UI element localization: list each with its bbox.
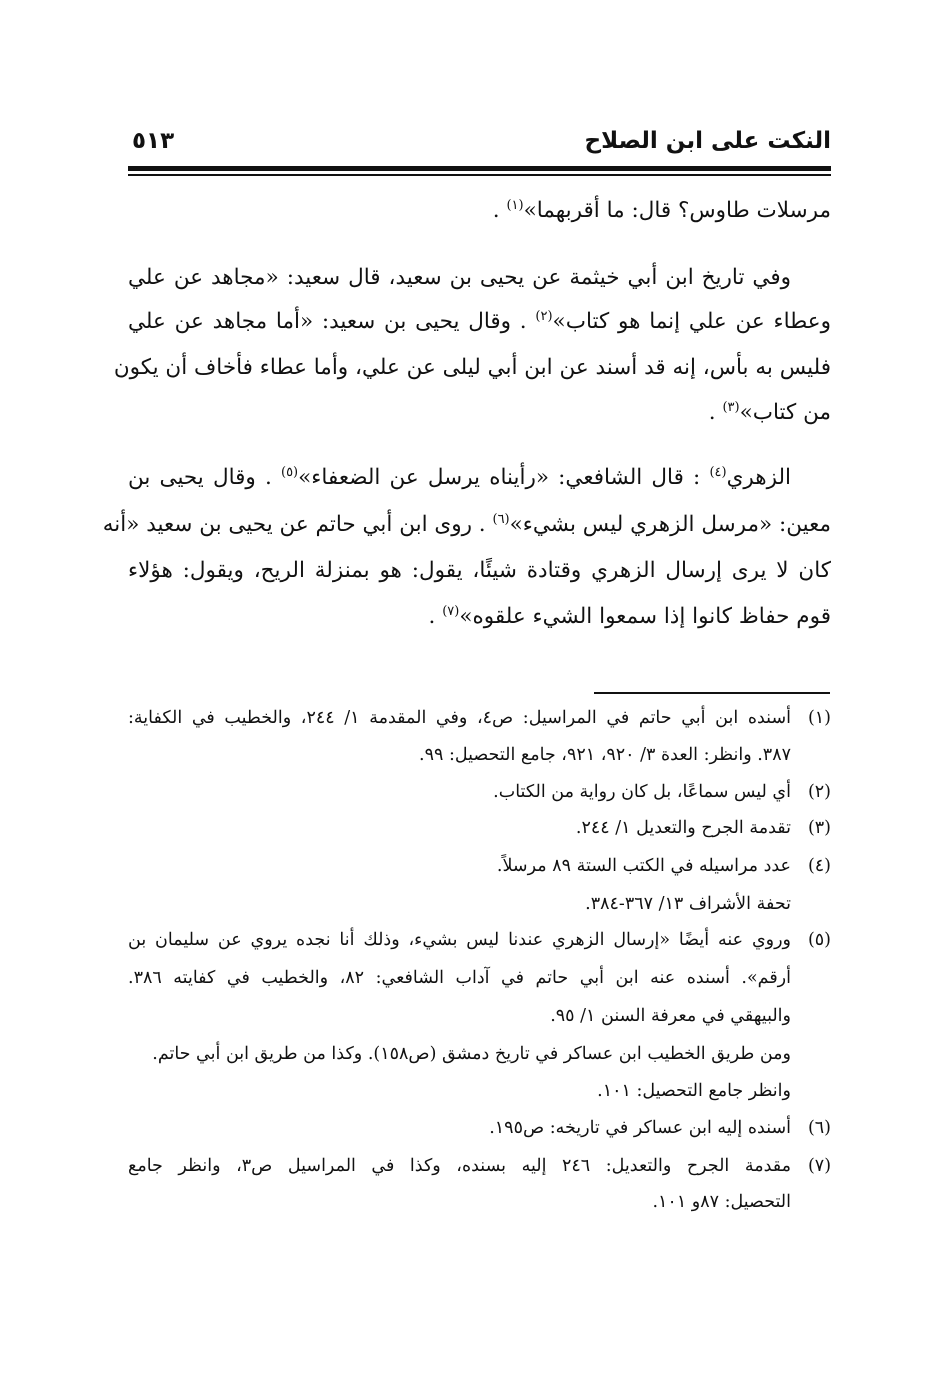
body-line: من كتاب»$^{(٣)}$ . [708,399,831,425]
footnote-line: (٣)تقدمة الجرح والتعديل ١/ ٢٤٤. [575,818,831,838]
footnote-separator [594,692,830,694]
footnote-line: (٤)عدد مراسيله في الكتب الستة ٨٩ مرسلاً. [496,856,831,876]
footnote-number: (٣) [807,818,831,838]
footnote-marker: (٢) [535,308,553,324]
footnote-number: (١) [807,708,831,728]
footnote-line: وانظر جامع التحصيل: ١٠١. [597,1081,791,1101]
footnote-line: التحصيل: ٨٧و ١٠١. [652,1192,791,1212]
footnote-marker: (٧) [442,603,460,619]
body-line: معين: «مرسل الزهري ليس بشيء»$^{(٦)}$ . روى ابن أبي حاتم عن يحيى بن سعيد «أنه [102,511,831,537]
footnote-number: (٥) [807,930,831,950]
footnote-line: (٥)وروي عنه أيضًا «إرسال الزهري عندنا ليس بشيء، وذلك أنا نجده يروي عن سليمان بن [128,930,831,950]
footnote-number: (٦) [807,1118,831,1138]
body-line: وعطاء عن علي إنما هو كتاب»$^{(٢)}$ . وقال يحيى بن سعيد: «أما مجاهد عن علي [128,308,831,334]
page-header [128,124,831,164]
footnote-line: (٧)مقدمة الجرح والتعديل: ٢٤٦ إليه بسنده، وكذا في المراسيل ص٣، وانظر جامع [128,1156,832,1176]
footnote-marker: (١) [506,197,524,213]
footnote-line: (٢)أي ليس سماعًا، بل كان رواية من الكتاب. [493,782,831,802]
header-rule-thick [128,166,831,171]
header-rule-thin [128,174,831,176]
running-title: النكت على ابن الصلاح [584,128,831,154]
footnote-number: (٧) [807,1156,832,1176]
footnote-marker: (٤) [709,464,727,480]
footnote-number: (٢) [807,782,831,802]
footnote-number: (٤) [807,856,831,876]
body-line: فليس به بأس، إنه قد أسند عن ابن أبي ليلى عن علي، وأما عطاء فأخاف أن يكون [113,355,831,380]
footnote-line: أرقم». أسنده عنه ابن أبي حاتم في آداب الشافعي: ٨٢، والخطيب في كفايته ٣٨٦. [128,968,791,988]
page-number: ٥١٣ [132,128,175,154]
footnote-line: ومن طريق الخطيب ابن عساكر في تاريخ دمشق (ص١٥٨). وكذا من طريق ابن أبي حاتم. [152,1044,791,1064]
footnote-line: والبيهقي في معرفة السنن ١/ ٩٥. [550,1006,791,1026]
footnote-marker: (٦) [492,511,510,527]
body-line: مرسلات طاوس؟ قال: ما أقربهما»$^{(١)}$ . [492,197,831,223]
footnote-line: (١)أسنده ابن أبي حاتم في المراسيل: ص٤، وفي المقدمة ١/ ٢٤٤، والخطيب في الكفاية: [128,708,831,728]
footnote-line: تحفة الأشراف ١٣/ ٣٦٧-٣٨٤. [585,894,791,914]
body-line: كان لا يرى إرسال الزهري وقتادة شيئًا، يقول: هو بمنزلة الريح، ويقول: هؤلاء [128,558,831,583]
body-line: الزهري$^{(٤)}$ : قال الشافعي: «رأيناه يرسل عن الضعفاء»$^{(٥)}$ . وقال يحيى بن [128,464,792,490]
footnote-marker: (٥) [280,464,299,480]
body-line: قوم حفاظ كانوا إذا سمعوا الشيء علقوه»$^{(٧)}$ . [428,603,831,629]
footnote-marker: (٣) [722,399,740,415]
body-line: وفي تاريخ ابن أبي خيثمة عن يحيى بن سعيد، قال سعيد: «مجاهد عن علي [128,265,791,290]
footnote-line: (٦)أسنده إليه ابن عساكر في تاريخه: ص١٩٥. [489,1118,831,1138]
footnote-line: ٣٨٧. وانظر: العدة ٣/ ٩٢٠، ٩٢١، جامع التحصيل: ٩٩. [419,745,791,765]
